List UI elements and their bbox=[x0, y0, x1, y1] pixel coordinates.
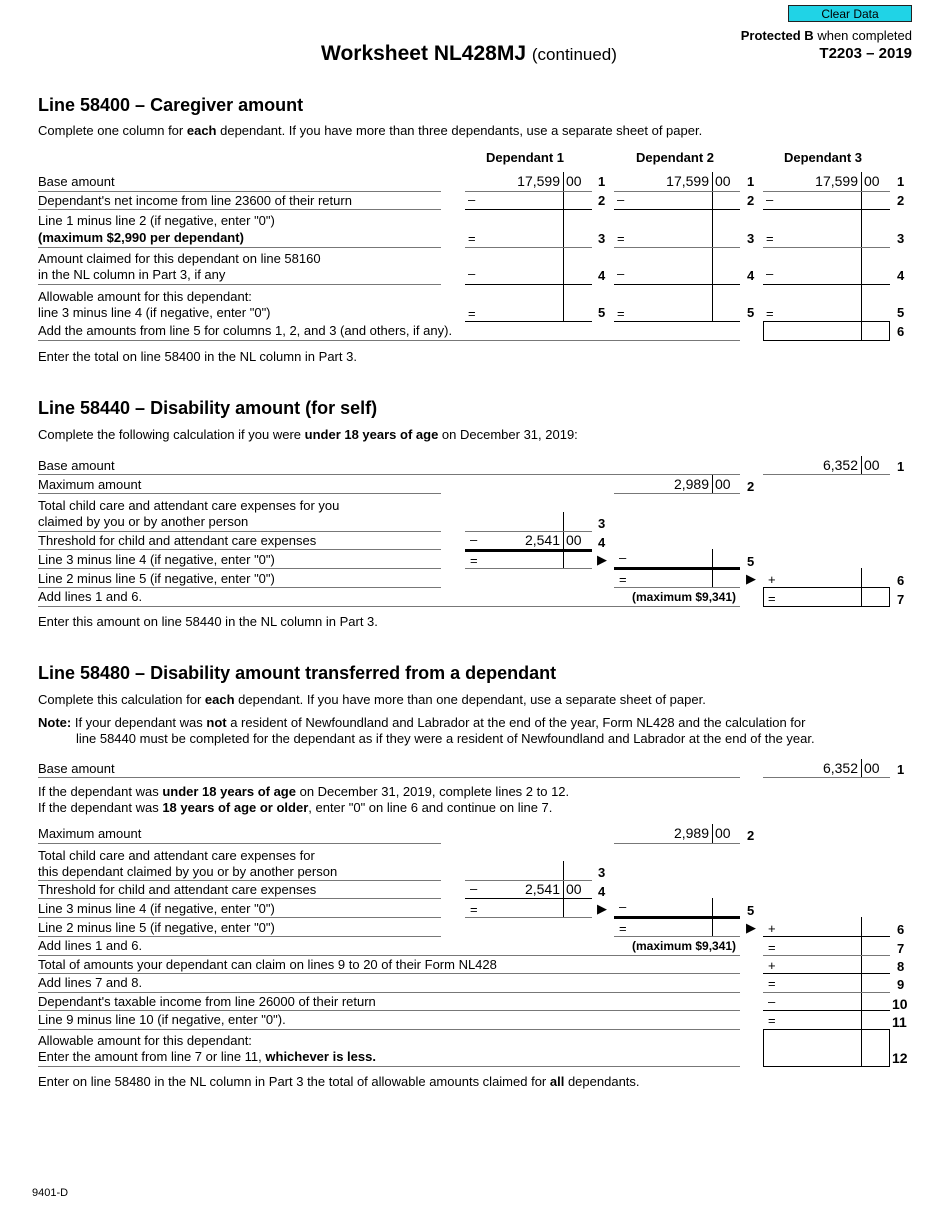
s2-threshold-cents: 00 bbox=[566, 532, 582, 548]
line-number: 4 bbox=[598, 884, 606, 899]
s3-row4-label: Threshold for child and attendant care expenses bbox=[38, 882, 317, 897]
s2-row5-label: Line 3 minus line 4 (if negative, enter "0") bbox=[38, 552, 275, 567]
s2-max-note: (maximum $9,341) bbox=[632, 590, 737, 604]
s1-total-input[interactable] bbox=[768, 324, 858, 339]
line-number: 3 bbox=[598, 231, 606, 246]
line-number: 1 bbox=[897, 762, 905, 777]
s3-condition-1: If the dependant was under 18 years of age on December 31, 2019, complete lines 2 to 12. bbox=[38, 784, 570, 799]
minus-sign: – bbox=[619, 550, 627, 565]
s1-row5-label2: line 3 minus line 4 (if negative, enter "0") bbox=[38, 305, 271, 320]
s1-row2-label: Dependant's net income from line 23600 of their return bbox=[38, 193, 352, 208]
line-number: 5 bbox=[747, 903, 755, 918]
equals-sign: = bbox=[766, 231, 774, 246]
equals-sign: = bbox=[617, 306, 625, 321]
arrow-right-icon: ▶ bbox=[746, 920, 756, 935]
s3-row3-label2: this dependant claimed by you or by another person bbox=[38, 864, 338, 879]
minus-sign: – bbox=[768, 994, 776, 1009]
s2-row1-label: Base amount bbox=[38, 458, 115, 473]
s2-row4-label: Threshold for child and attendant care expenses bbox=[38, 533, 317, 548]
s2-row6-label: Line 2 minus line 5 (if negative, enter "0") bbox=[38, 571, 275, 586]
s3-max-note: (maximum $9,341) bbox=[632, 939, 737, 953]
s3-line7-input[interactable] bbox=[780, 939, 858, 954]
column-header-dependant-3: Dependant 3 bbox=[784, 150, 863, 165]
line-number: 4 bbox=[598, 268, 606, 283]
dep1-base-amount: 17,599 bbox=[517, 173, 560, 189]
s3-max-cents: 00 bbox=[715, 825, 731, 841]
line-number: 4 bbox=[897, 268, 905, 283]
s3-note: Note: If your dependant was not a resident of Newfoundland and Labrador at the end of the year, Form NL428 and the calculation for bbox=[38, 715, 806, 730]
s2-base-amount: 6,352 bbox=[822, 457, 858, 473]
plus-sign: + bbox=[768, 572, 776, 587]
clear-data-button[interactable]: Clear Data bbox=[788, 5, 912, 22]
s3-line6a-input[interactable] bbox=[630, 920, 708, 935]
minus-sign: – bbox=[619, 899, 627, 914]
s3-line9-input[interactable] bbox=[780, 975, 858, 990]
minus-sign: – bbox=[766, 192, 774, 207]
column-header-dependant-2: Dependant 2 bbox=[636, 150, 715, 165]
s3-row7-label: Add lines 1 and 6. bbox=[38, 938, 143, 953]
s3-line10-input[interactable] bbox=[780, 994, 858, 1009]
dep2-line3-input[interactable] bbox=[629, 231, 709, 246]
minus-sign: – bbox=[766, 266, 774, 281]
s3-row11-label: Line 9 minus line 10 (if negative, enter "0"). bbox=[38, 1012, 286, 1027]
line-number: 3 bbox=[598, 516, 606, 531]
s3-row8-label: Total of amounts your dependant can claim on lines 9 to 20 of their Form NL428 bbox=[38, 957, 497, 972]
s3-intro: Complete this calculation for each dependant. If you have more than one dependant, use a separate sheet of paper. bbox=[38, 692, 706, 707]
protected-suffix: when completed bbox=[817, 28, 912, 43]
dep3-line3-input[interactable] bbox=[778, 231, 858, 246]
s3-line5b-input[interactable] bbox=[630, 901, 708, 916]
equals-sign: = bbox=[768, 940, 776, 955]
s3-threshold-cents: 00 bbox=[566, 881, 582, 897]
line-number: 2 bbox=[598, 193, 606, 208]
dep1-base-cents: 00 bbox=[566, 173, 582, 189]
equals-sign: = bbox=[768, 1013, 776, 1028]
equals-sign: = bbox=[468, 231, 476, 246]
minus-sign: – bbox=[468, 192, 476, 207]
line-number: 1 bbox=[897, 459, 905, 474]
s2-total-input[interactable] bbox=[780, 590, 858, 605]
s2-line5a-input[interactable] bbox=[480, 552, 560, 567]
s2-row2-label: Maximum amount bbox=[38, 477, 142, 492]
line-number: 10 bbox=[892, 996, 908, 1012]
s3-line5a-input[interactable] bbox=[480, 901, 560, 916]
s3-row10-label: Dependant's taxable income from line 26000 of their return bbox=[38, 994, 376, 1009]
s1-row3-label: Line 1 minus line 2 (if negative, enter "0") bbox=[38, 213, 275, 228]
line-number: 7 bbox=[897, 592, 905, 607]
plus-sign: + bbox=[768, 958, 776, 973]
section-heading-58480: Line 58480 – Disability amount transferred from a dependant bbox=[38, 663, 557, 683]
line-number: 2 bbox=[897, 193, 905, 208]
column-header-dependant-1: Dependant 1 bbox=[486, 150, 565, 165]
s1-footer: Enter the total on line 58400 in the NL column in Part 3. bbox=[38, 349, 357, 364]
s3-footer: Enter on line 58480 in the NL column in Part 3 the total of allowable amounts claimed for all dependants. bbox=[38, 1074, 640, 1089]
form-id: T2203 – 2019 bbox=[819, 45, 912, 62]
s2-max-cents: 00 bbox=[715, 476, 731, 492]
line-number: 5 bbox=[897, 305, 905, 320]
arrow-right-icon: ▶ bbox=[597, 552, 607, 567]
s2-intro: Complete the following calculation if you were under 18 years of age on December 31, 2019: bbox=[38, 427, 578, 442]
line-number: 2 bbox=[747, 828, 755, 843]
s3-line3-input[interactable] bbox=[480, 863, 560, 878]
s3-note-line2: line 58440 must be completed for the dependant as if they were a resident of Newfoundland and Labrador at the end of the year. bbox=[76, 731, 815, 746]
s1-intro: Complete one column for each dependant. If you have more than three dependants, use a separate sheet of paper. bbox=[38, 123, 703, 138]
minus-sign: – bbox=[470, 532, 478, 547]
s3-row1-label: Base amount bbox=[38, 761, 115, 776]
s3-row3-label: Total child care and attendant care expenses for bbox=[38, 848, 315, 863]
s3-line11-input[interactable] bbox=[780, 1012, 858, 1027]
dep2-net-income-input[interactable] bbox=[629, 193, 709, 208]
s3-row2-label: Maximum amount bbox=[38, 826, 142, 841]
s3-base-amount: 6,352 bbox=[822, 760, 858, 776]
s2-row3-label2: claimed by you or by another person bbox=[38, 514, 249, 529]
line-number: 5 bbox=[747, 305, 755, 320]
dep2-base-amount: 17,599 bbox=[666, 173, 709, 189]
title-suffix: (continued) bbox=[531, 45, 617, 64]
equals-sign: = bbox=[768, 591, 776, 606]
s1-row3-label-bold: (maximum $2,990 per dependant) bbox=[38, 230, 244, 245]
arrow-right-icon: ▶ bbox=[746, 571, 756, 586]
dep3-net-income-input[interactable] bbox=[778, 193, 858, 208]
line-number: 3 bbox=[598, 865, 606, 880]
equals-sign: = bbox=[766, 306, 774, 321]
s3-max-amount: 2,989 bbox=[673, 825, 709, 841]
s3-threshold-amount: 2,541 bbox=[524, 881, 560, 897]
dep1-line4-input[interactable] bbox=[480, 267, 560, 282]
s2-line5b-input[interactable] bbox=[630, 552, 708, 567]
s3-row12-label: Allowable amount for this dependant: bbox=[38, 1033, 252, 1048]
s3-base-cents: 00 bbox=[864, 760, 880, 776]
dep3-line4-input[interactable] bbox=[778, 267, 858, 282]
line-number: 1 bbox=[598, 174, 606, 189]
s2-line3-input[interactable] bbox=[480, 514, 560, 529]
s2-line6a-input[interactable] bbox=[630, 571, 708, 586]
equals-sign: = bbox=[619, 921, 627, 936]
section-heading-58400: Line 58400 – Caregiver amount bbox=[38, 95, 304, 115]
line-number: 9 bbox=[897, 977, 905, 992]
s2-threshold-amount: 2,541 bbox=[524, 532, 560, 548]
dep3-base-amount: 17,599 bbox=[815, 173, 858, 189]
s1-row5-label: Allowable amount for this dependant: bbox=[38, 289, 252, 304]
title-main: Worksheet NL428MJ bbox=[321, 42, 527, 65]
dep3-line5-input[interactable] bbox=[778, 305, 858, 320]
minus-sign: – bbox=[617, 266, 625, 281]
s3-row6-label: Line 2 minus line 5 (if negative, enter "0") bbox=[38, 920, 275, 935]
s3-condition-2: If the dependant was 18 years of age or older, enter "0" on line 6 and continue on line 7. bbox=[38, 800, 553, 815]
line-number: 3 bbox=[897, 231, 905, 246]
line-number: 6 bbox=[897, 324, 905, 339]
s2-footer: Enter this amount on line 58440 in the NL column in Part 3. bbox=[38, 614, 378, 629]
line-number: 4 bbox=[598, 535, 606, 550]
protected-b: Protected B bbox=[740, 28, 814, 43]
s2-base-cents: 00 bbox=[864, 457, 880, 473]
line-number: 1 bbox=[897, 174, 905, 189]
line-number: 3 bbox=[747, 231, 755, 246]
s2-max-amount: 2,989 bbox=[673, 476, 709, 492]
s1-row6-label: Add the amounts from line 5 for columns 1, 2, and 3 (and others, if any). bbox=[38, 323, 453, 338]
s1-row4-label2: in the NL column in Part 3, if any bbox=[38, 267, 226, 282]
line-number: 8 bbox=[897, 959, 905, 974]
line-number: 7 bbox=[897, 941, 905, 956]
s2-row3-label: Total child care and attendant care expenses for you bbox=[38, 498, 340, 513]
dep2-line5-input[interactable] bbox=[629, 305, 709, 320]
section-heading-58440: Line 58440 – Disability amount (for self) bbox=[38, 398, 378, 418]
equals-sign: = bbox=[768, 976, 776, 991]
s1-row1-label: Base amount bbox=[38, 174, 115, 189]
line-number: 6 bbox=[897, 922, 905, 937]
dep2-base-cents: 00 bbox=[715, 173, 731, 189]
page-title bbox=[321, 42, 617, 67]
equals-sign: = bbox=[470, 902, 478, 917]
plus-sign: + bbox=[768, 921, 776, 936]
minus-sign: – bbox=[617, 192, 625, 207]
arrow-right-icon: ▶ bbox=[597, 901, 607, 916]
line-number: 11 bbox=[892, 1014, 907, 1030]
line-number: 1 bbox=[747, 174, 755, 189]
line-number: 6 bbox=[897, 573, 905, 588]
s3-row5-label: Line 3 minus line 4 (if negative, enter "0") bbox=[38, 901, 275, 916]
s2-row7-label: Add lines 1 and 6. bbox=[38, 589, 143, 604]
line-number: 2 bbox=[747, 193, 755, 208]
dep1-line5-input[interactable] bbox=[480, 305, 560, 320]
s3-row9-label: Add lines 7 and 8. bbox=[38, 975, 143, 990]
line-number: 5 bbox=[747, 554, 755, 569]
s3-line6b-input[interactable] bbox=[780, 920, 858, 935]
s3-allowable-input[interactable] bbox=[770, 1040, 858, 1055]
form-code: 9401-D bbox=[32, 1187, 69, 1199]
dep2-line4-input[interactable] bbox=[629, 267, 709, 282]
minus-sign: – bbox=[470, 881, 478, 896]
dep3-base-cents: 00 bbox=[864, 173, 880, 189]
line-number: 5 bbox=[598, 305, 606, 320]
s1-row4-label: Amount claimed for this dependant on line 58160 bbox=[38, 251, 321, 266]
equals-sign: = bbox=[619, 572, 627, 587]
s2-line6b-input[interactable] bbox=[780, 571, 858, 586]
line-number: 4 bbox=[747, 268, 755, 283]
equals-sign: = bbox=[617, 231, 625, 246]
dep1-line3-input[interactable] bbox=[480, 231, 560, 246]
s3-row12-label2: Enter the amount from line 7 or line 11, whichever is less. bbox=[38, 1049, 376, 1064]
protected-b-label bbox=[741, 28, 912, 43]
s3-line8-input[interactable] bbox=[780, 957, 858, 972]
line-number: 12 bbox=[892, 1050, 908, 1066]
dep1-net-income-input[interactable] bbox=[480, 193, 560, 208]
line-number: 2 bbox=[747, 479, 755, 494]
equals-sign: = bbox=[470, 553, 478, 568]
minus-sign: – bbox=[468, 266, 476, 281]
equals-sign: = bbox=[468, 306, 476, 321]
